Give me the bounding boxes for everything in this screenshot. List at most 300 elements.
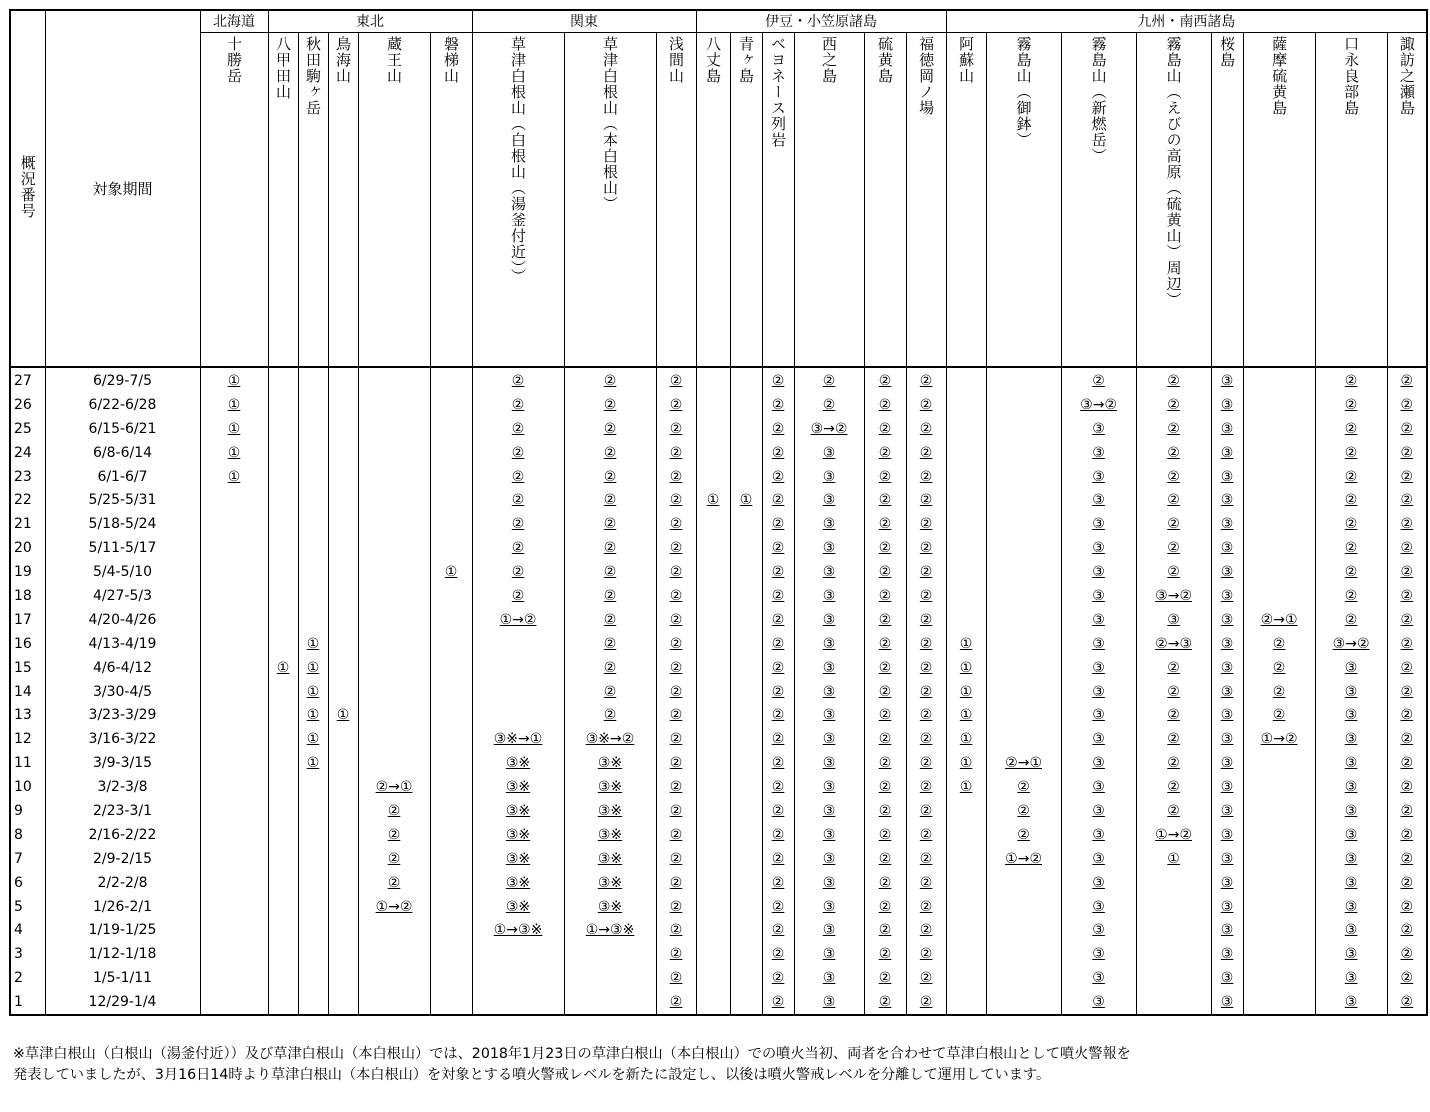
alert-level-cell: [472, 990, 564, 1015]
alert-level-cell: ①: [200, 367, 268, 393]
alert-level-cell: [730, 966, 762, 990]
alert-level-cell: ③: [1211, 751, 1243, 775]
alert-level-cell: ②: [762, 584, 794, 608]
alert-level-cell: ②: [1136, 367, 1211, 393]
row-number: 11: [10, 751, 45, 775]
alert-level-cell: ②: [762, 536, 794, 560]
alert-level-cell: ②: [906, 775, 946, 799]
alert-level-cell: [200, 799, 268, 823]
alert-level-cell: [730, 536, 762, 560]
alert-level-cell: ②: [656, 966, 696, 990]
alert-level-cell: [696, 512, 730, 536]
alert-level-cell: ③: [1211, 393, 1243, 417]
row-number: 1: [10, 990, 45, 1015]
volcano-header: 薩摩硫黄島: [1243, 33, 1315, 368]
table-row: [10, 751, 1427, 775]
alert-level-cell: [328, 680, 358, 704]
alert-level-cell: ②: [564, 680, 656, 704]
row-number: 13: [10, 703, 45, 727]
alert-level-cell: ②: [472, 512, 564, 536]
alert-level-cell: ①: [696, 488, 730, 512]
volcano-header: 八丈島: [696, 33, 730, 368]
alert-level-cell: ②: [1387, 584, 1427, 608]
alert-level-cell: ②: [864, 871, 906, 895]
alert-level-cell: ②: [472, 584, 564, 608]
alert-level-cell: ②: [1136, 560, 1211, 584]
alert-level-cell: ③: [794, 966, 864, 990]
alert-level-cell: ①: [298, 703, 328, 727]
alert-level-cell: ②: [564, 656, 656, 680]
alert-level-cell: [358, 512, 430, 536]
alert-level-cell: [1243, 847, 1315, 871]
alert-level-cell: ①→②: [1243, 727, 1315, 751]
alert-level-cell: [472, 656, 564, 680]
volcano-header: 諏訪之瀬島: [1387, 33, 1427, 368]
alert-level-cell: ③※: [564, 895, 656, 919]
alert-level-cell: [1136, 895, 1211, 919]
alert-level-cell: ②: [864, 751, 906, 775]
alert-level-cell: [564, 966, 656, 990]
alert-level-cell: ②: [1136, 488, 1211, 512]
row-number: 21: [10, 512, 45, 536]
row-number: 5: [10, 895, 45, 919]
alert-level-cell: [268, 488, 298, 512]
table-row: [10, 441, 1427, 465]
alert-level-cell: ③※: [564, 871, 656, 895]
alert-level-cell: [1243, 871, 1315, 895]
alert-level-cell: ③※: [472, 847, 564, 871]
alert-level-cell: [298, 775, 328, 799]
table-row: [10, 680, 1427, 704]
alert-level-cell: ②: [656, 680, 696, 704]
alert-level-cell: ①: [946, 775, 986, 799]
alert-level-cell: [200, 847, 268, 871]
alert-level-cell: ③: [794, 775, 864, 799]
alert-level-cell: ②: [656, 488, 696, 512]
alert-level-cell: ②: [762, 680, 794, 704]
volcano-header: 草津白根山（本白根山）: [564, 33, 656, 368]
alert-level-cell: [730, 680, 762, 704]
alert-level-cell: ②: [906, 367, 946, 393]
alert-level-cell: [268, 823, 298, 847]
region-header-row: [10, 10, 1427, 33]
alert-level-cell: ③: [794, 942, 864, 966]
alert-level-cell: [328, 656, 358, 680]
alert-level-cell: ②: [906, 703, 946, 727]
alert-level-cell: ①: [946, 632, 986, 656]
region-header: 北海道: [200, 10, 268, 33]
alert-level-cell: ③: [1061, 584, 1136, 608]
alert-level-cell: [268, 536, 298, 560]
alert-level-cell: ①: [328, 703, 358, 727]
alert-level-cell: ②: [864, 465, 906, 489]
alert-level-cell: ③: [1061, 990, 1136, 1015]
alert-level-cell: [730, 775, 762, 799]
alert-level-cell: ②: [472, 417, 564, 441]
alert-level-cell: ②: [1315, 560, 1387, 584]
table-row: [10, 966, 1427, 990]
alert-level-cell: ③: [1061, 799, 1136, 823]
row-number: 12: [10, 727, 45, 751]
alert-level-cell: ②: [1387, 560, 1427, 584]
alert-level-cell: [430, 966, 472, 990]
volcano-header: 草津白根山（白根山（湯釜付近））: [472, 33, 564, 368]
alert-level-cell: ①: [946, 751, 986, 775]
row-number: 25: [10, 417, 45, 441]
alert-level-cell: ②: [1315, 608, 1387, 632]
alert-level-cell: ③→②: [1136, 584, 1211, 608]
alert-level-cell: [268, 871, 298, 895]
alert-level-cell: ③: [1061, 775, 1136, 799]
table-row: [10, 536, 1427, 560]
alert-level-cell: ③: [1211, 918, 1243, 942]
alert-level-cell: [298, 990, 328, 1015]
alert-level-cell: ③: [794, 488, 864, 512]
alert-level-cell: [268, 990, 298, 1015]
volcano-header: 霧島山（御鉢）: [986, 33, 1061, 368]
alert-level-cell: [298, 393, 328, 417]
alert-level-cell: ③: [794, 441, 864, 465]
alert-level-cell: [696, 918, 730, 942]
alert-level-cell: [564, 990, 656, 1015]
alert-level-cell: ②: [564, 393, 656, 417]
alert-level-cell: [328, 847, 358, 871]
alert-level-cell: [472, 632, 564, 656]
alert-level-cell: [268, 608, 298, 632]
alert-level-cell: [730, 608, 762, 632]
alert-level-cell: ②: [1315, 441, 1387, 465]
row-period: 2/16-2/22: [45, 823, 200, 847]
alert-level-cell: [358, 367, 430, 393]
alert-level-cell: ③: [1315, 799, 1387, 823]
alert-level-cell: ①: [200, 441, 268, 465]
alert-level-cell: [268, 584, 298, 608]
alert-level-cell: ②: [472, 560, 564, 584]
alert-level-cell: ②: [564, 465, 656, 489]
row-number: 8: [10, 823, 45, 847]
alert-level-cell: [986, 536, 1061, 560]
row-number: 2: [10, 966, 45, 990]
alert-level-cell: ③: [1211, 441, 1243, 465]
alert-level-cell: ②: [472, 536, 564, 560]
alert-level-cell: [358, 918, 430, 942]
alert-level-cell: ②: [762, 393, 794, 417]
alert-level-cell: [730, 751, 762, 775]
alert-level-cell: ②: [656, 942, 696, 966]
region-header: 九州・南西諸島: [946, 10, 1427, 33]
alert-level-cell: [430, 871, 472, 895]
alert-level-cell: ②: [1136, 656, 1211, 680]
alert-level-cell: [328, 441, 358, 465]
alert-level-cell: [986, 680, 1061, 704]
alert-level-cell: ②: [1387, 895, 1427, 919]
alert-level-cell: ③: [794, 847, 864, 871]
alert-level-cell: [430, 823, 472, 847]
alert-level-cell: ③: [1315, 918, 1387, 942]
alert-level-cell: ②: [656, 560, 696, 584]
alert-level-cell: [328, 512, 358, 536]
volcano-header: 霧島山（新燃岳）: [1061, 33, 1136, 368]
alert-level-cell: ②: [906, 560, 946, 584]
alert-level-cell: ②: [864, 441, 906, 465]
alert-level-cell: [430, 465, 472, 489]
alert-level-cell: [1243, 751, 1315, 775]
alert-level-cell: [1136, 966, 1211, 990]
alert-level-cell: ②: [762, 966, 794, 990]
alert-level-cell: [1136, 942, 1211, 966]
alert-level-cell: ③: [1315, 942, 1387, 966]
alert-level-cell: [358, 656, 430, 680]
alert-level-cell: ①: [946, 656, 986, 680]
alert-level-cell: [1243, 417, 1315, 441]
alert-level-cell: [1243, 560, 1315, 584]
alert-level-cell: ②: [1387, 990, 1427, 1015]
alert-level-cell: [1136, 990, 1211, 1015]
alert-level-cell: ③: [1061, 823, 1136, 847]
alert-level-cell: ③: [1211, 847, 1243, 871]
table-row: [10, 871, 1427, 895]
alert-level-cell: [730, 823, 762, 847]
alert-level-cell: [946, 895, 986, 919]
alert-level-cell: [430, 775, 472, 799]
alert-level-cell: ③→②: [1315, 632, 1387, 656]
alert-level-cell: [986, 488, 1061, 512]
alert-level-cell: ②: [358, 871, 430, 895]
alert-level-cell: ①→②: [358, 895, 430, 919]
alert-level-cell: [946, 871, 986, 895]
alert-level-cell: [298, 536, 328, 560]
alert-level-cell: [328, 393, 358, 417]
table-row: [10, 367, 1427, 393]
alert-level-cell: [328, 918, 358, 942]
alert-level-cell: [268, 895, 298, 919]
alert-level-cell: [696, 775, 730, 799]
alert-level-cell: [268, 465, 298, 489]
alert-level-cell: [268, 367, 298, 393]
alert-level-cell: [946, 584, 986, 608]
alert-level-cell: ②: [906, 417, 946, 441]
alert-level-cell: ②: [762, 942, 794, 966]
row-period: 6/1-6/7: [45, 465, 200, 489]
row-period: 2/9-2/15: [45, 847, 200, 871]
alert-level-cell: ②: [906, 441, 946, 465]
alert-level-cell: ③※: [472, 871, 564, 895]
volcano-header: 秋田駒ヶ岳: [298, 33, 328, 368]
alert-level-cell: ③: [1061, 727, 1136, 751]
alert-level-cell: ②: [1387, 656, 1427, 680]
volcano-header: 八甲田山: [268, 33, 298, 368]
row-period: 1/19-1/25: [45, 918, 200, 942]
alert-level-cell: ③: [1061, 751, 1136, 775]
alert-level-cell: [328, 942, 358, 966]
alert-level-cell: ②: [656, 799, 696, 823]
alert-level-cell: ②: [1387, 871, 1427, 895]
alert-level-cell: ②: [656, 895, 696, 919]
alert-level-cell: [696, 703, 730, 727]
alert-level-cell: [200, 751, 268, 775]
alert-level-cell: ②: [762, 560, 794, 584]
alert-level-cell: [472, 942, 564, 966]
volcano-header: 口永良部島: [1315, 33, 1387, 368]
alert-level-cell: ①: [298, 727, 328, 751]
alert-level-cell: ②: [1387, 918, 1427, 942]
table-row: [10, 918, 1427, 942]
alert-level-cell: [328, 536, 358, 560]
alert-level-cell: [946, 488, 986, 512]
alert-level-cell: [328, 465, 358, 489]
alert-level-cell: ③: [1061, 488, 1136, 512]
alert-level-cell: [268, 512, 298, 536]
alert-level-cell: ③: [1061, 703, 1136, 727]
alert-level-cell: [946, 608, 986, 632]
alert-level-cell: ③: [1061, 632, 1136, 656]
alert-level-cell: [730, 367, 762, 393]
alert-level-cell: ③: [1061, 441, 1136, 465]
alert-level-cell: ③※: [564, 751, 656, 775]
row-number: 10: [10, 775, 45, 799]
alert-level-cell: ②: [1243, 680, 1315, 704]
alert-level-cell: ②: [358, 799, 430, 823]
alert-level-cell: ②: [1243, 703, 1315, 727]
alert-level-cell: [1243, 823, 1315, 847]
table-row: [10, 727, 1427, 751]
alert-level-cell: [946, 799, 986, 823]
alert-level-cell: ③: [1061, 918, 1136, 942]
alert-level-cell: ②: [762, 871, 794, 895]
volcano-header: 蔵王山: [358, 33, 430, 368]
alert-level-cell: [430, 799, 472, 823]
alert-level-cell: [430, 608, 472, 632]
alert-level-cell: ②: [762, 608, 794, 632]
alert-level-cell: [358, 560, 430, 584]
volcano-header: 浅間山: [656, 33, 696, 368]
alert-level-cell: [328, 560, 358, 584]
volcano-header: 阿蘇山: [946, 33, 986, 368]
alert-level-cell: [268, 799, 298, 823]
alert-level-cell: [696, 417, 730, 441]
volcano-header: 桜島: [1211, 33, 1243, 368]
table-row: [10, 488, 1427, 512]
alert-level-cell: [946, 990, 986, 1015]
alert-level-cell: ③: [1211, 584, 1243, 608]
alert-level-cell: ②: [762, 823, 794, 847]
alert-level-cell: ②: [864, 512, 906, 536]
alert-level-cell: ③: [1315, 680, 1387, 704]
alert-level-cell: [298, 560, 328, 584]
alert-level-cell: [1243, 775, 1315, 799]
alert-level-cell: [946, 512, 986, 536]
alert-level-cell: [358, 465, 430, 489]
row-number: 3: [10, 942, 45, 966]
alert-level-cell: ②: [1387, 680, 1427, 704]
alert-level-cell: [946, 441, 986, 465]
alert-level-cell: ③: [794, 632, 864, 656]
alert-level-cell: ②: [1387, 367, 1427, 393]
alert-level-cell: ③※: [564, 799, 656, 823]
footnote: ※草津白根山（白根山（湯釜付近））及び草津白根山（本白根山）では、2018年1月23日の草津白根山（本白根山）での噴火当初、両者を合わせて草津白根山として噴火警報を 発表していましたが、3月16日14時より草津白根山（本白根山）を対象とする噴火警戒レベルを新たに設定し、以後は噴火警戒レベルを分離して運用しています。: [13, 1046, 1131, 1083]
alert-level-cell: ③: [794, 823, 864, 847]
alert-level-cell: ②: [906, 488, 946, 512]
alert-level-cell: ②: [864, 632, 906, 656]
alert-level-cell: ③: [1315, 751, 1387, 775]
alert-level-cell: [696, 465, 730, 489]
alert-level-cell: ①: [430, 560, 472, 584]
row-period: 3/23-3/29: [45, 703, 200, 727]
alert-level-cell: ③: [1061, 966, 1136, 990]
alert-level-cell: ①: [200, 393, 268, 417]
alert-level-cell: ②: [1315, 512, 1387, 536]
table-row: [10, 823, 1427, 847]
alert-level-cell: [430, 512, 472, 536]
number-header: 概況番号: [10, 10, 45, 367]
alert-level-cell: ②: [762, 703, 794, 727]
alert-level-cell: ③: [1315, 775, 1387, 799]
alert-level-cell: ②: [762, 441, 794, 465]
alert-level-cell: ③: [1211, 608, 1243, 632]
alert-level-cell: ③: [1315, 823, 1387, 847]
volcano-header: 福徳岡ノ場: [906, 33, 946, 368]
alert-level-cell: [696, 847, 730, 871]
alert-level-cell: [986, 966, 1061, 990]
alert-level-cell: [200, 584, 268, 608]
alert-level-cell: ②: [564, 608, 656, 632]
alert-level-cell: ③→②: [1061, 393, 1136, 417]
alert-level-cell: [298, 871, 328, 895]
alert-level-cell: ②: [472, 488, 564, 512]
alert-level-cell: [730, 560, 762, 584]
alert-level-cell: ②: [1387, 536, 1427, 560]
alert-level-cell: [1243, 367, 1315, 393]
volcano-alert-level-table: [9, 9, 1428, 1016]
alert-level-cell: ②: [1387, 847, 1427, 871]
alert-level-cell: ③※: [472, 751, 564, 775]
alert-level-cell: ②: [656, 751, 696, 775]
alert-level-cell: ③: [1211, 632, 1243, 656]
row-number: 9: [10, 799, 45, 823]
alert-level-cell: ③: [794, 799, 864, 823]
alert-level-cell: ①: [298, 680, 328, 704]
alert-level-cell: ③※→②: [564, 727, 656, 751]
alert-level-cell: ②: [564, 560, 656, 584]
alert-level-cell: [986, 512, 1061, 536]
volcano-header: 青ヶ島: [730, 33, 762, 368]
row-period: 1/5-1/11: [45, 966, 200, 990]
alert-level-cell: ②: [358, 847, 430, 871]
alert-level-cell: ③: [1315, 895, 1387, 919]
row-period: 6/22-6/28: [45, 393, 200, 417]
alert-level-cell: [430, 703, 472, 727]
alert-level-cell: [1243, 584, 1315, 608]
alert-level-cell: ③: [1061, 512, 1136, 536]
alert-level-cell: ③: [1315, 656, 1387, 680]
alert-level-cell: [430, 417, 472, 441]
alert-level-cell: ②: [906, 632, 946, 656]
alert-level-cell: ②: [906, 512, 946, 536]
alert-level-cell: [268, 966, 298, 990]
alert-level-cell: [268, 560, 298, 584]
alert-level-cell: [268, 751, 298, 775]
alert-level-cell: [1243, 393, 1315, 417]
alert-level-cell: ②: [1387, 775, 1427, 799]
alert-level-cell: ②: [906, 465, 946, 489]
alert-level-cell: [200, 942, 268, 966]
row-period: 3/30-4/5: [45, 680, 200, 704]
alert-level-cell: [986, 417, 1061, 441]
alert-level-cell: [564, 942, 656, 966]
alert-level-cell: [200, 895, 268, 919]
alert-level-cell: ②: [906, 536, 946, 560]
alert-level-cell: ②: [864, 488, 906, 512]
